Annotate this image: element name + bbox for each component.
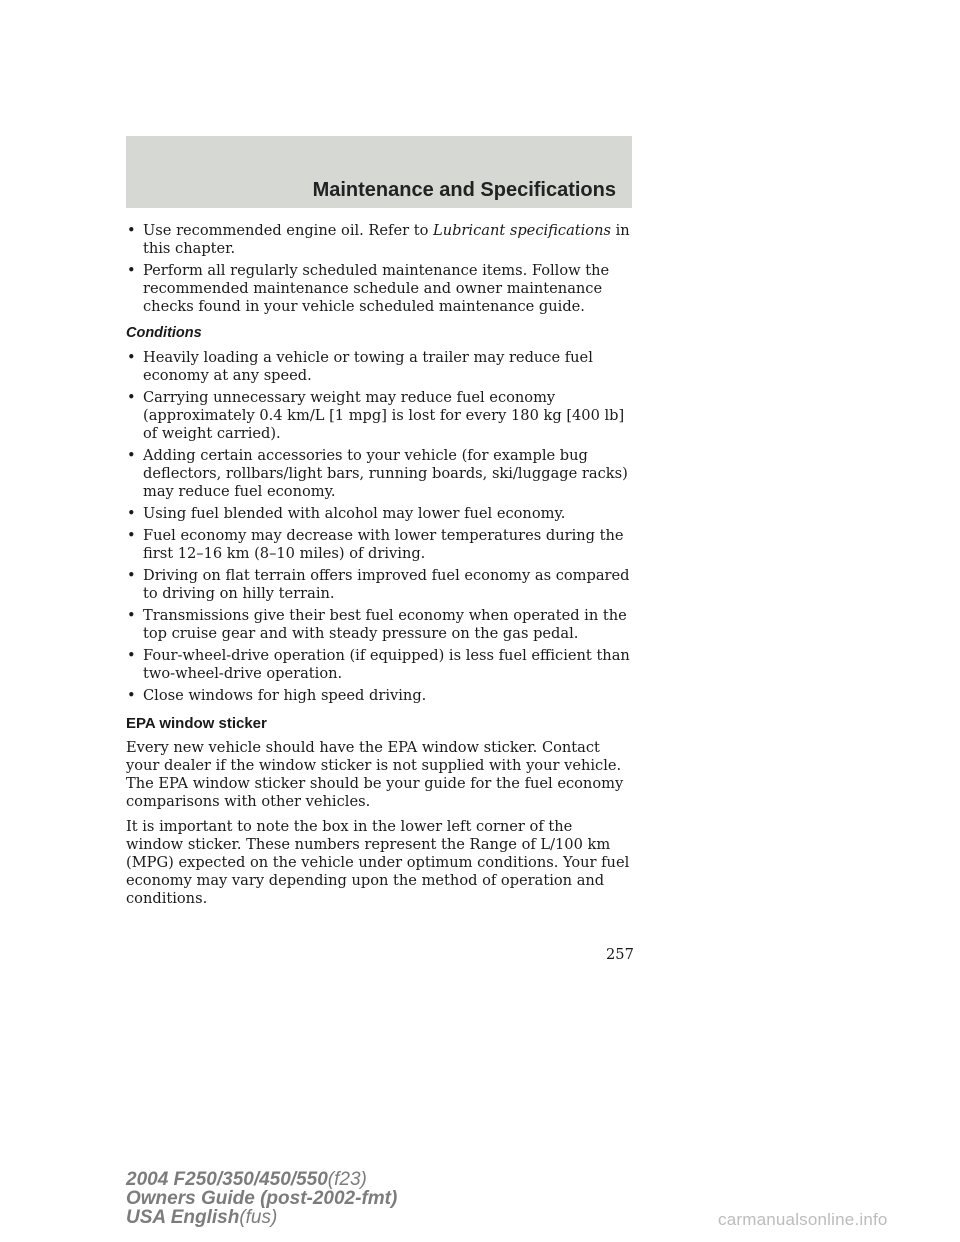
bullet-dot: • xyxy=(127,262,136,279)
footer-language: USA English xyxy=(126,1207,240,1228)
conditions-heading: Conditions xyxy=(126,325,202,341)
page-content xyxy=(126,222,632,915)
bullet-dot: • xyxy=(127,527,136,544)
bullet-item xyxy=(126,567,632,603)
footer-code: (f23) xyxy=(327,1169,367,1190)
bullet-item xyxy=(126,527,632,563)
bullet-dot: • xyxy=(127,349,136,366)
bullet-dot: • xyxy=(127,567,136,584)
bullet-dot: • xyxy=(127,647,136,664)
bullet-text: Carrying unnecessary weight may reduce fuel economy (approximately 0.4 km/L [1 mpg] is lost for every 180 kg [400 lb] of weight carried). xyxy=(143,389,625,442)
bullet-item xyxy=(126,687,632,705)
bullet-text: Using fuel blended with alcohol may lower fuel economy. xyxy=(143,505,566,522)
cross-reference: Lubricant specifications xyxy=(433,222,611,239)
header-band xyxy=(126,136,632,208)
bullet-dot: • xyxy=(127,607,136,624)
page-number: 257 xyxy=(606,946,634,963)
bullet-item xyxy=(126,389,632,443)
bullet-text: Transmissions give their best fuel economy when operated in the top cruise gear and with steady pressure on the gas pedal. xyxy=(143,607,627,642)
bullet-text: Perform all regularly scheduled maintenance items. Follow the recommended maintenance schedule and owner maintenance checks found in your vehicle scheduled maintenance guide. xyxy=(143,262,610,315)
bullet-item xyxy=(126,647,632,683)
bullet-text: Fuel economy may decrease with lower temperatures during the first 12–16 km (8–10 miles) of driving. xyxy=(143,527,624,562)
bullet-text: Four-wheel-drive operation (if equipped) is less fuel efficient than two-wheel-drive operation. xyxy=(143,647,630,682)
bullet-item xyxy=(126,607,632,643)
bullet-item xyxy=(126,222,632,258)
bullet-dot: • xyxy=(127,687,136,704)
footer-line xyxy=(126,1170,397,1189)
document-footer xyxy=(126,1170,397,1227)
footer-language-code: (fus) xyxy=(239,1207,278,1228)
bullet-item xyxy=(126,447,632,501)
bullet-text: Adding certain accessories to your vehicle (for example bug deflectors, rollbars/light bars, running boards, ski/luggage racks) may reduce fuel economy. xyxy=(143,447,628,500)
bullet-text: Use recommended engine oil. Refer to xyxy=(143,222,433,239)
watermark: carmanualsonline.info xyxy=(718,1210,888,1229)
bullet-text: Driving on flat terrain offers improved fuel economy as compared to driving on hilly terrain. xyxy=(143,567,630,602)
bullet-dot: • xyxy=(127,389,136,406)
bullet-text: in this chapter. xyxy=(143,222,630,257)
section-title: Maintenance and Specifications xyxy=(312,179,616,201)
bullet-dot: • xyxy=(127,505,136,522)
footer-guide: Owners Guide (post-2002-fmt) xyxy=(126,1188,398,1209)
bullet-item xyxy=(126,262,632,316)
bullet-text: Close windows for high speed driving. xyxy=(143,687,427,704)
epa-heading: EPA window sticker xyxy=(126,715,267,732)
footer-line xyxy=(126,1189,397,1208)
bullet-dot: • xyxy=(127,222,136,239)
footer-line xyxy=(126,1208,397,1227)
epa-paragraph: Every new vehicle should have the EPA window sticker. Contact your dealer if the window sticker is not supplied with your vehicle. The EPA window sticker should be your guide for the fuel economy comparisons with other vehicles. xyxy=(126,739,624,810)
bullet-item xyxy=(126,505,632,523)
epa-paragraph: It is important to note the box in the lower left corner of the window sticker. These numbers represent the Range of L/100 km (MPG) expected on the vehicle under optimum conditions. Your fuel economy may vary depending upon the method of operation and conditions. xyxy=(126,818,630,907)
footer-model: 2004 F250/350/450/550 xyxy=(126,1169,328,1190)
bullet-item xyxy=(126,349,632,385)
bullet-text: Heavily loading a vehicle or towing a trailer may reduce fuel economy at any speed. xyxy=(143,349,593,384)
bullet-dot: • xyxy=(127,447,136,464)
